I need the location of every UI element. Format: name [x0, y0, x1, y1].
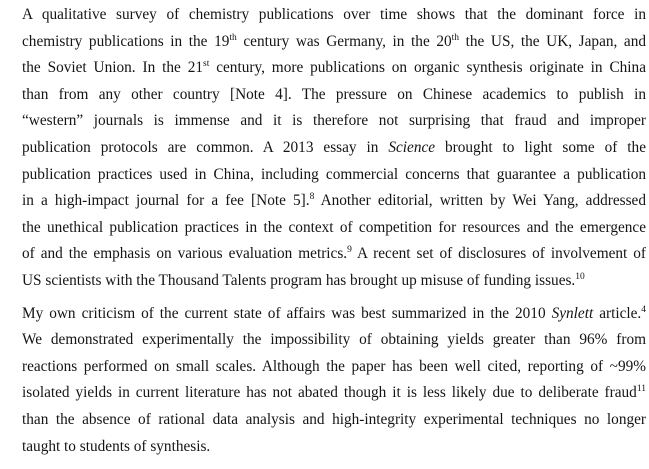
- superscript: 11: [636, 384, 646, 395]
- text-run: My own criticism of the current state of affairs was best summarized in the 2010: [22, 304, 552, 322]
- text-run: A recent set of disclosures of involvement of: [351, 245, 647, 263]
- text-run: the Soviet Union. In the 21: [22, 59, 203, 77]
- text-run: chemistry publications in the 19: [22, 32, 230, 50]
- paragraph-1: [22, 2, 649, 295]
- text-line: [22, 135, 649, 162]
- paragraph-2: [22, 301, 649, 461]
- text-run: Another editorial, written by Wei Yang, addressed: [314, 192, 646, 210]
- superscript: th: [451, 32, 460, 43]
- text-line: [22, 215, 649, 242]
- text-run: taught to students of synthesis.: [22, 437, 211, 455]
- text-run: brought to light some of the: [435, 138, 646, 156]
- text-run: publication protocols are common. A 2013 essay in: [22, 138, 389, 156]
- text-run: than from any other country [Note 4]. The pressure on Chinese academics to publish in: [22, 85, 646, 103]
- text-run: the unethical publication practices in the context of competition for resources and the emergence: [22, 218, 646, 236]
- text-run: the US, the UK, Japan, and: [459, 32, 647, 50]
- text-line: [22, 268, 649, 295]
- text-line: [22, 29, 649, 56]
- superscript: 10: [575, 271, 585, 282]
- superscript: th: [229, 32, 237, 43]
- superscript: 8: [309, 192, 315, 203]
- text-line: [22, 2, 649, 29]
- text-run: isolated yields in current literature has not abated though it is less likely due to deliberate fraud: [22, 384, 637, 402]
- text-line: [22, 380, 649, 407]
- text-run: article.: [593, 304, 642, 322]
- text-run: in a high-impact journal for a fee [Note 5].: [22, 192, 310, 210]
- text-line: [22, 108, 649, 135]
- text-line: [22, 327, 649, 354]
- document-body: [22, 2, 649, 460]
- italic-title: Science: [388, 138, 436, 156]
- text-run: US scientists with the Thousand Talents program has brought up misuse of funding issues.: [22, 271, 576, 289]
- text-line: [22, 434, 649, 461]
- text-run: than the absence of rational data analysis and high-integrity experimental techniques no longer: [22, 410, 646, 428]
- text-run: A qualitative survey of chemistry publications over time shows that the dominant force in: [22, 6, 646, 23]
- text-line: [22, 241, 649, 268]
- text-run: reactions performed on small scales. Although the paper has been well cited, reporting of ~99%: [22, 357, 646, 375]
- text-run: We demonstrated experimentally the impossibility of obtaining yields greater than 96% from: [22, 331, 646, 349]
- text-line: [22, 407, 649, 434]
- italic-title: Synlett: [551, 304, 594, 322]
- superscript: st: [203, 59, 210, 70]
- text-run: of and the emphasis on various evaluation metrics.: [22, 245, 348, 263]
- text-line: [22, 188, 649, 215]
- text-run: century, more publications on organic synthesis originate in China: [209, 59, 646, 77]
- text-line: [22, 82, 649, 109]
- superscript: 4: [641, 304, 646, 315]
- text-line: [22, 301, 649, 328]
- text-line: [22, 354, 649, 381]
- superscript: 9: [347, 245, 352, 256]
- text-run: century was Germany, in the 20: [236, 32, 452, 50]
- text-run: publication practices used in China, including commercial concerns that guarantee a publication: [22, 165, 646, 183]
- text-line: [22, 55, 649, 82]
- text-line: [22, 162, 649, 189]
- text-run: “western” journals is immense and it is therefore not surprising that fraud and improper: [22, 112, 646, 130]
